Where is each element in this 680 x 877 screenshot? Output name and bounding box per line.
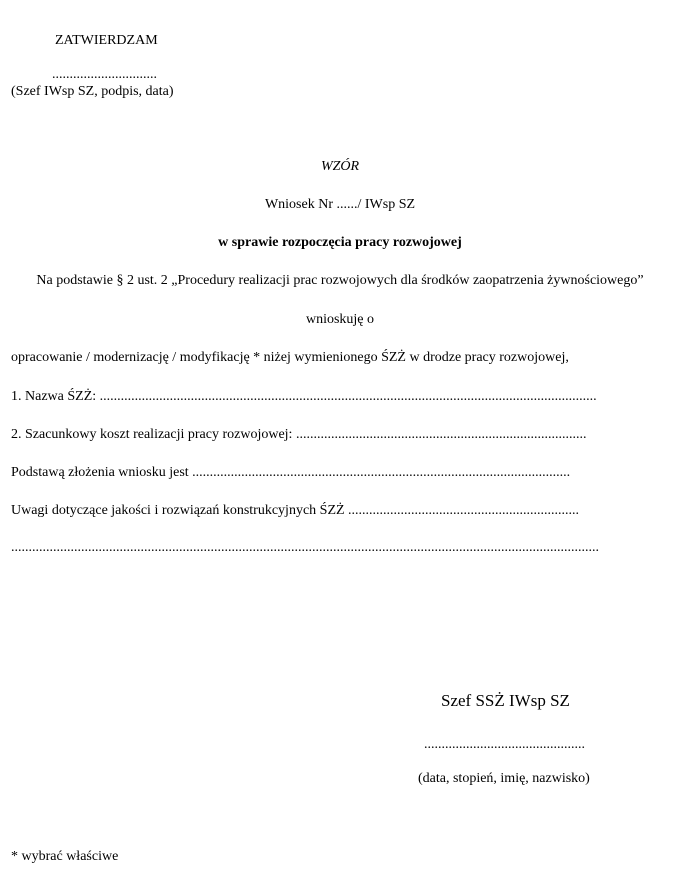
legal-basis: Na podstawie § 2 ust. 2 „Procedury realizacji prac rozwojowych dla środków zaopatrzenia żywnościowego”	[36, 273, 644, 288]
field-extra-line: ........................................................................................................................................................................	[11, 540, 599, 555]
signature-caption: (data, stopień, imię, nazwisko)	[418, 771, 590, 786]
field-name: 1. Nazwa ŚZŻ: ..............................................................................................................................................	[11, 389, 597, 404]
signature-line: ..............................................	[424, 737, 585, 752]
field-remarks: Uwagi dotyczące jakości i rozwiązań konstrukcyjnych ŚZŻ ..................................................................	[11, 503, 580, 518]
approval-signature-line: ..............................	[52, 67, 157, 82]
footnote: * wybrać właściwe	[11, 849, 119, 864]
action-line: opracowanie / modernizację / modyfikację * niżej wymienionego ŚZŻ w drodze pracy rozwojowej,	[11, 350, 569, 365]
approval-title: ZATWIERDZAM	[55, 33, 158, 48]
field-basis: Podstawą złożenia wniosku jest ............................................................................................................	[11, 465, 571, 480]
request-number: Wniosek Nr ....../ IWsp SZ	[264, 197, 416, 212]
document-subject: w sprawie rozpoczęcia pracy rozwojowej	[218, 235, 462, 250]
request-verb: wnioskuję o	[305, 312, 375, 327]
field-cost: 2. Szacunkowy koszt realizacji pracy rozwojowej: ...................................................................................	[11, 427, 587, 442]
signature-title: Szef SSŻ IWsp SZ	[441, 691, 570, 710]
approval-signer: (Szef IWsp SZ, podpis, data)	[11, 84, 174, 99]
template-label: WZÓR	[320, 159, 360, 174]
